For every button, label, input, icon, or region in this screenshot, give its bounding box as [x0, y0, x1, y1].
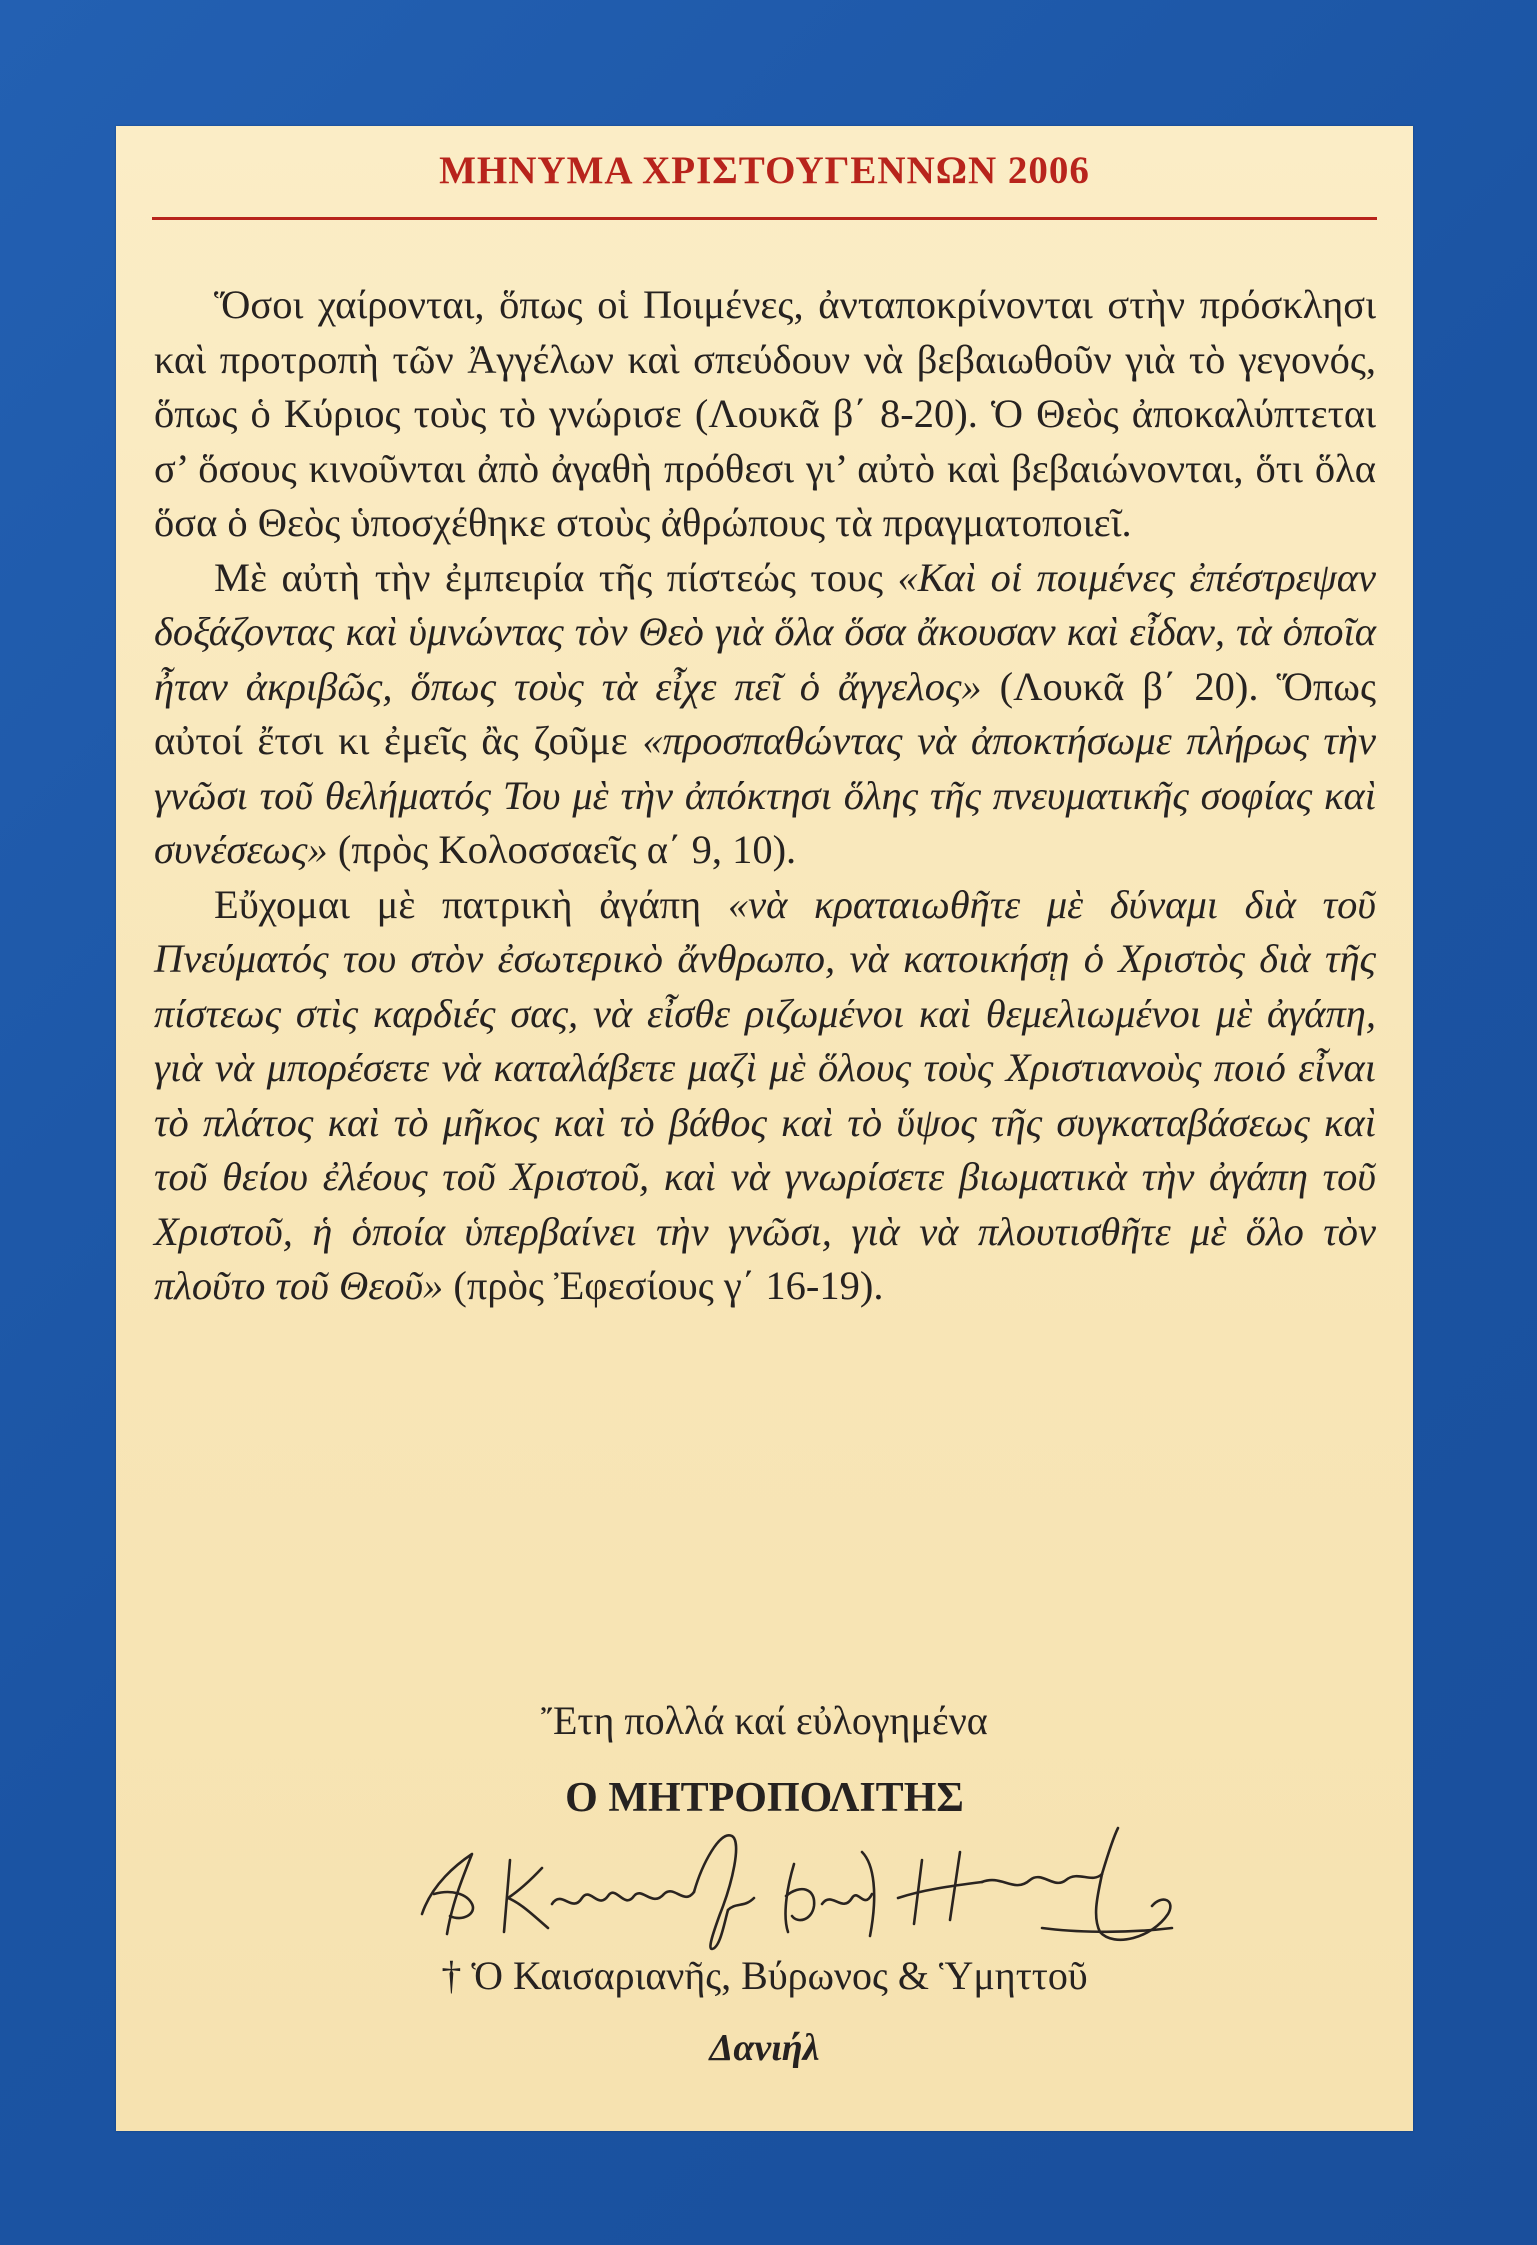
paragraph-1: Ὅσοι χαίρονται, ὅπως οἱ Ποιμένες, ἀνταποκρίνονται στὴν πρόσκλησι καὶ προτροπὴ τῶν Ἀγγέλων καὶ σπεύδουν νὰ βεβαιωθοῦν γιὰ τὸ γεγονός, ὅπως ὁ Κύριος τοὺς τὸ γνώρισε (Λουκᾶ β΄ 8-20). Ὁ Θεὸς ἀποκαλύπτεται σ’ ὅσους κινοῦνται ἀπὸ ἀγαθὴ πρόθεσι γι’ αὐτὸ καὶ βεβαιώνονται, ὅτι ὅλα ὅσα ὁ Θεὸς ὑποσχέθηκε στοὺς ἀθρώπους τὰ πραγματοποιεῖ. — [154, 282, 1376, 545]
paragraph-3 — [154, 878, 1376, 1314]
paragraph-2-quote-1: «Καὶ οἱ ποιμένες ἐπέστρεψαν δοξάζοντας καὶ ὑμνώντας τὸν Θεὸ γιὰ ὅλα ὅσα ἄκουσαν καὶ εἶδαν, τὰ ὁποῖα ἦταν ἀκριβῶς, ὅπως τοὺς τὰ εἶχε πεῖ ὁ ἄγγελος» — [154, 554, 1376, 709]
document-title: ΜΗΝΥΜΑ ΧΡΙΣΤΟΥΓΕΝΝΩΝ 2006 — [439, 149, 1090, 192]
handwritten-signature — [402, 1824, 1182, 1954]
see-title: † Ὁ Καισαριανῆς, Βύρωνος & Ὑμηττοῦ — [441, 1953, 1088, 1998]
greeting: Ἔτη πολλά καί εὐλογημένα — [541, 1698, 988, 1743]
paragraph-3-text-2: (πρὸς Ἐφεσίους γ΄ 16-19). — [443, 1263, 884, 1308]
paragraph-3-text-1: Εὔχομαι μὲ πατρικὴ ἀγάπη — [214, 881, 728, 927]
paragraph-2 — [154, 551, 1376, 878]
paragraph-2-text-1: Μὲ αὐτὴ τὴν ἐμπειρία τῆς πίστεώς τους — [214, 554, 898, 600]
message-panel — [116, 126, 1413, 2131]
message-body — [154, 278, 1376, 1314]
title-divider — [152, 217, 1377, 220]
paragraph-2-text-2: (Λουκᾶ β΄ 20). Ὅπως αὐτοί ἔτσι κι ἐμεῖς ἂς ζοῦμε — [154, 663, 1376, 763]
metropolitan-name: Δανιήλ — [709, 2027, 820, 2069]
paragraph-2-text-3: (πρὸς Κολοσσαεῖς α΄ 9, 10). — [327, 827, 797, 872]
metropolitan-heading: Ο ΜΗΤΡΟΠΟΛΙΤΗΣ — [565, 1775, 964, 1821]
paragraph-2-quote-2: «προσπαθώντας νὰ ἀποκτήσωμε πλήρως τὴν γνῶσι τοῦ θελήματός Του μὲ τὴν ἀπόκτησι ὅλης τῆς πνευματικῆς σοφίας καὶ συνέσεως» — [154, 718, 1376, 872]
paragraph-3-quote-1: «νὰ κραταιωθῆτε μὲ δύναμι διὰ τοῦ Πνεύματός του στὸν ἐσωτερικὸ ἄνθρωπο, νὰ κατοικήσῃ ὁ Χριστὸς διὰ τῆς πίστεως στὶς καρδιές σας, νὰ εἶσθε ριζωμένοι καὶ θεμελιωμένοι μὲ ἀγάπη, γιὰ νὰ μπορέσετε νὰ καταλάβετε μαζὶ μὲ ὅλους τοὺς Χριστιανοὺς ποιό εἶναι τὸ πλάτος καὶ τὸ μῆκος καὶ τὸ βάθος καὶ τὸ ὕψος τῆς συγκαταβάσεως καὶ τοῦ θείου ἐλέους τοῦ Χριστοῦ, καὶ νὰ γνωρίσετε βιωματικὰ τὴν ἀγάπη τοῦ Χριστοῦ, ἡ ὁποία ὑπερβαίνει τὴν γνῶσι, γιὰ νὰ πλουτισθῆτε μὲ ὅλο τὸν πλοῦτο τοῦ Θεοῦ» — [154, 881, 1376, 1308]
